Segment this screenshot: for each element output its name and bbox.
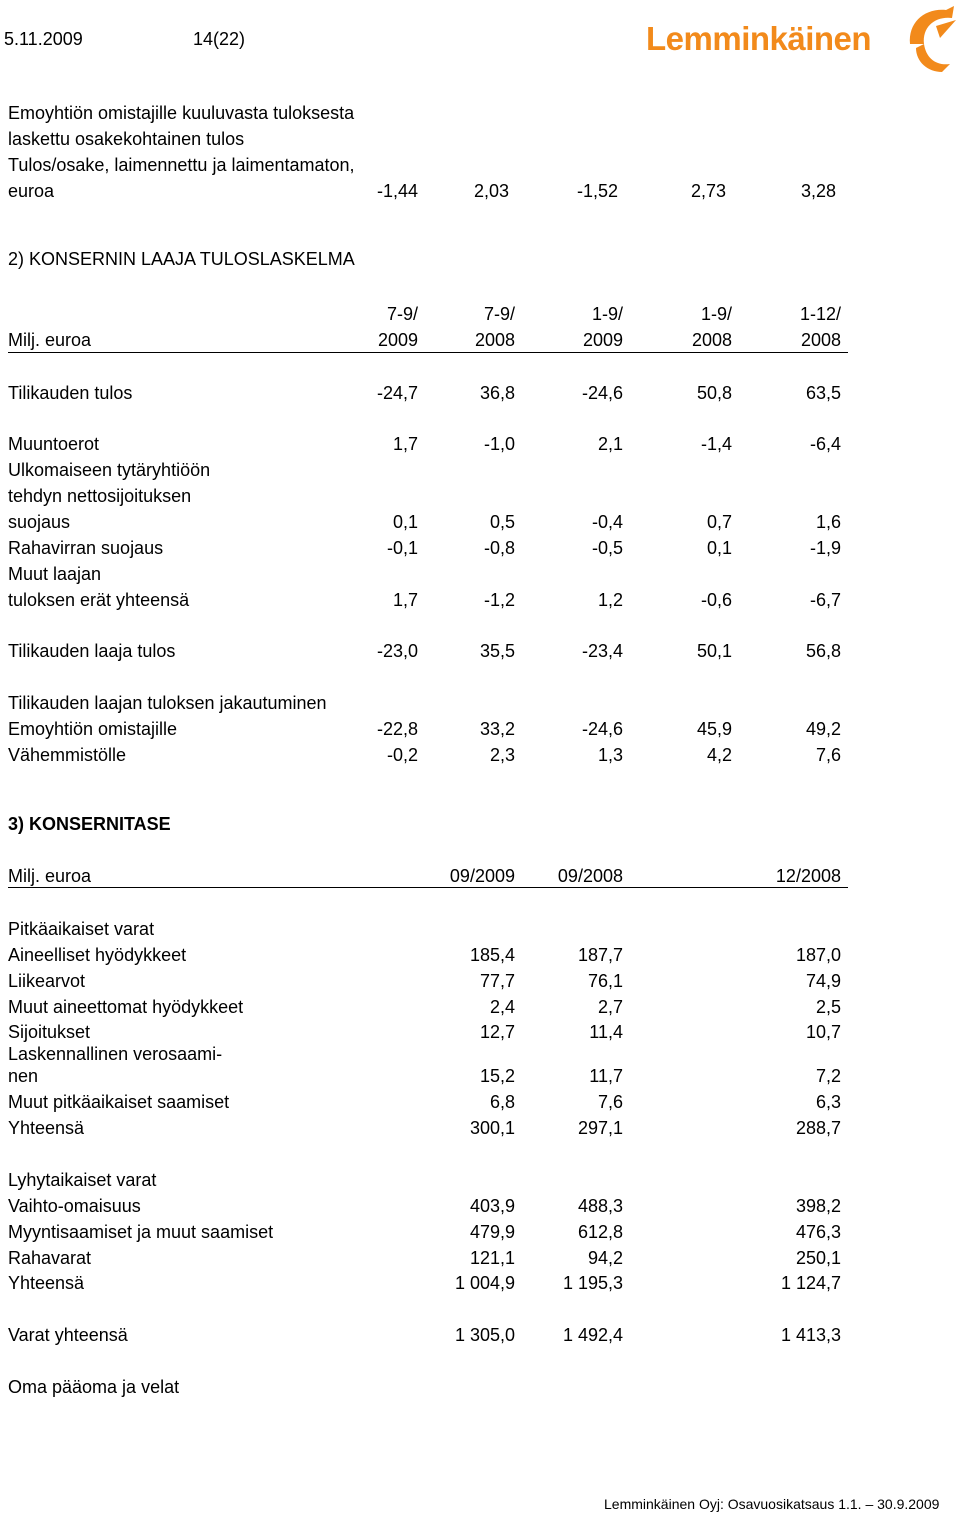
table-cell-value: 94,2: [587, 1248, 623, 1268]
eps-value: 3,28: [800, 181, 836, 201]
table-row-label: Yhteensä: [8, 1273, 85, 1293]
table-cell-value: 0,7: [706, 512, 732, 532]
table-cell-value: 1 124,7: [780, 1273, 841, 1293]
table-cell-value: 1,3: [597, 745, 623, 765]
table-row-label: Muut laajan: [8, 564, 102, 584]
table-cell-value: -23,0: [376, 641, 418, 661]
table-cell-value: 56,8: [805, 641, 841, 661]
eps-label-line: Emoyhtiön omistajille kuuluvasta tuloksesta: [8, 103, 355, 123]
header-rule: [8, 887, 848, 888]
table-cell-value: 288,7: [795, 1118, 841, 1138]
table-cell-value: -0,1: [386, 538, 418, 558]
table-cell-value: 300,1: [469, 1118, 515, 1138]
company-logo: [640, 2, 958, 74]
table-row-label: Yhteensä: [8, 1118, 85, 1138]
table-cell-value: 479,9: [469, 1222, 515, 1242]
table-cell-value: -0,2: [386, 745, 418, 765]
table-row-label: tuloksen erät yhteensä: [8, 590, 190, 610]
column-header-period: 1-12/: [799, 304, 841, 324]
logo-wordmark: Lemminkäinen: [646, 20, 872, 57]
column-header-period: 1-9/: [700, 304, 732, 324]
table-row-label: Aineelliset hyödykkeet: [8, 945, 187, 965]
table-row-label: Vähemmistölle: [8, 745, 127, 765]
eps-label-line: laskettu osakekohtainen tulos: [8, 129, 245, 149]
table-row-label: Myyntisaamiset ja muut saamiset: [8, 1222, 274, 1242]
table-row-label: Tilikauden laaja tulos: [8, 641, 176, 661]
table-cell-value: 1,6: [815, 512, 841, 532]
table-row-label: Tilikauden laajan tuloksen jakautuminen: [8, 693, 327, 713]
eps-value: 2,73: [690, 181, 726, 201]
column-header-period: 7-9/: [483, 304, 515, 324]
table-cell-value: 63,5: [805, 383, 841, 403]
table-cell-value: -22,8: [376, 719, 418, 739]
table-cell-value: 1,2: [597, 590, 623, 610]
table-cell-value: 0,1: [706, 538, 732, 558]
table-row-label: Oma pääoma ja velat: [8, 1377, 180, 1397]
table-cell-value: -0,4: [591, 512, 623, 532]
table-row-label: Sijoitukset: [8, 1022, 91, 1042]
footer-text: Lemminkäinen Oyj: Osavuosikatsaus 1.1. – 30.9.2009: [604, 1496, 940, 1512]
table-cell-value: 50,1: [696, 641, 732, 661]
page-number: 14(22): [193, 29, 246, 49]
table-cell-value: 7,6: [815, 745, 841, 765]
table-cell-value: -0,6: [700, 590, 732, 610]
table-row-label: Varat yhteensä: [8, 1325, 128, 1345]
unit-label: Milj. euroa: [8, 866, 92, 886]
table-row-label: nen: [8, 1066, 39, 1086]
table-row-label: Muuntoerot: [8, 434, 100, 454]
table-cell-value: 49,2: [805, 719, 841, 739]
table-cell-value: 476,3: [795, 1222, 841, 1242]
table-cell-value: 77,7: [479, 971, 515, 991]
table-cell-value: 1,7: [392, 590, 418, 610]
table-cell-value: 10,7: [805, 1022, 841, 1042]
table-cell-value: 0,5: [489, 512, 515, 532]
table-cell-value: -0,8: [483, 538, 515, 558]
column-header-period: 1-9/: [591, 304, 623, 324]
comprehensive-title: 2) KONSERNIN LAAJA TULOSLASKELMA: [8, 249, 355, 269]
column-header-date: 09/2008: [557, 866, 623, 886]
table-cell-value: 45,9: [696, 719, 732, 739]
table-cell-value: 187,7: [577, 945, 623, 965]
table-cell-value: 1 492,4: [562, 1325, 623, 1345]
column-header-date: 12/2008: [775, 866, 841, 886]
table-cell-value: 1 413,3: [780, 1325, 841, 1345]
table-row-label: tehdyn nettosijoituksen: [8, 486, 192, 506]
table-cell-value: 36,8: [479, 383, 515, 403]
table-cell-value: -1,0: [483, 434, 515, 454]
table-cell-value: -1,4: [700, 434, 732, 454]
table-cell-value: 33,2: [479, 719, 515, 739]
table-cell-value: 488,3: [577, 1196, 623, 1216]
table-row-label: Rahavirran suojaus: [8, 538, 164, 558]
table-cell-value: -24,6: [581, 719, 623, 739]
table-row-label: Lyhytaikaiset varat: [8, 1170, 157, 1190]
table-cell-value: 2,5: [815, 997, 841, 1017]
table-cell-value: -6,4: [809, 434, 841, 454]
table-cell-value: 187,0: [795, 945, 841, 965]
table-cell-value: 4,2: [706, 745, 732, 765]
table-cell-value: 7,6: [597, 1092, 623, 1112]
table-cell-value: -6,7: [809, 590, 841, 610]
logo-swoosh-icon: [640, 2, 958, 74]
table-cell-value: 2,4: [489, 997, 515, 1017]
table-cell-value: -0,5: [591, 538, 623, 558]
table-cell-value: 2,1: [597, 434, 623, 454]
eps-value: -1,52: [576, 181, 618, 201]
table-cell-value: -1,9: [809, 538, 841, 558]
table-row-label: Emoyhtiön omistajille: [8, 719, 178, 739]
table-cell-value: 1 004,9: [454, 1273, 515, 1293]
eps-value: -1,44: [376, 181, 418, 201]
table-row-label: Rahavarat: [8, 1248, 92, 1268]
table-cell-value: 2,7: [597, 997, 623, 1017]
eps-value: 2,03: [473, 181, 509, 201]
table-row-label: suojaus: [8, 512, 71, 532]
table-row-label: Muut aineettomat hyödykkeet: [8, 997, 244, 1017]
table-cell-value: 6,3: [815, 1092, 841, 1112]
column-header-year: 2008: [800, 330, 841, 350]
unit-label: Milj. euroa: [8, 330, 92, 350]
table-cell-value: 35,5: [479, 641, 515, 661]
column-header-year: 2009: [582, 330, 623, 350]
table-cell-value: 297,1: [577, 1118, 623, 1138]
table-cell-value: 1 305,0: [454, 1325, 515, 1345]
table-cell-value: 250,1: [795, 1248, 841, 1268]
table-cell-value: 0,1: [392, 512, 418, 532]
table-row-label: Pitkäaikaiset varat: [8, 919, 155, 939]
table-cell-value: -1,2: [483, 590, 515, 610]
table-cell-value: -24,7: [376, 383, 418, 403]
table-cell-value: 12,7: [479, 1022, 515, 1042]
table-cell-value: 398,2: [795, 1196, 841, 1216]
header-rule: [8, 352, 848, 353]
table-cell-value: 74,9: [805, 971, 841, 991]
table-cell-value: 1 195,3: [562, 1273, 623, 1293]
table-cell-value: 1,7: [392, 434, 418, 454]
table-cell-value: 121,1: [469, 1248, 515, 1268]
table-row-label: Laskennallinen verosaami-: [8, 1044, 223, 1064]
column-header-year: 2008: [691, 330, 732, 350]
table-cell-value: -24,6: [581, 383, 623, 403]
column-header-year: 2008: [474, 330, 515, 350]
column-header-year: 2009: [377, 330, 418, 350]
table-cell-value: 50,8: [696, 383, 732, 403]
table-cell-value: 11,7: [589, 1066, 623, 1086]
table-cell-value: 403,9: [469, 1196, 515, 1216]
table-cell-value: 76,1: [587, 971, 623, 991]
table-row-label: Liikearvot: [8, 971, 86, 991]
table-cell-value: 15,2: [479, 1066, 515, 1086]
table-row-label: Ulkomaiseen tytäryhtiöön: [8, 460, 211, 480]
document-date: 5.11.2009: [4, 29, 83, 49]
table-cell-value: -23,4: [581, 641, 623, 661]
column-header-date: 09/2009: [449, 866, 515, 886]
table-cell-value: 612,8: [577, 1222, 623, 1242]
table-row-label: Vaihto-omaisuus: [8, 1196, 141, 1216]
eps-label-line: euroa: [8, 181, 55, 201]
table-cell-value: 11,4: [589, 1022, 623, 1042]
table-cell-value: 7,2: [815, 1066, 841, 1086]
table-cell-value: 185,4: [469, 945, 515, 965]
eps-label-line: Tulos/osake, laimennettu ja laimentamaton,: [8, 155, 355, 175]
table-cell-value: 2,3: [489, 745, 515, 765]
table-row-label: Muut pitkäaikaiset saamiset: [8, 1092, 230, 1112]
balance-title: 3) KONSERNITASE: [8, 814, 171, 834]
column-header-period: 7-9/: [386, 304, 418, 324]
table-row-label: Tilikauden tulos: [8, 383, 133, 403]
table-cell-value: 6,8: [489, 1092, 515, 1112]
